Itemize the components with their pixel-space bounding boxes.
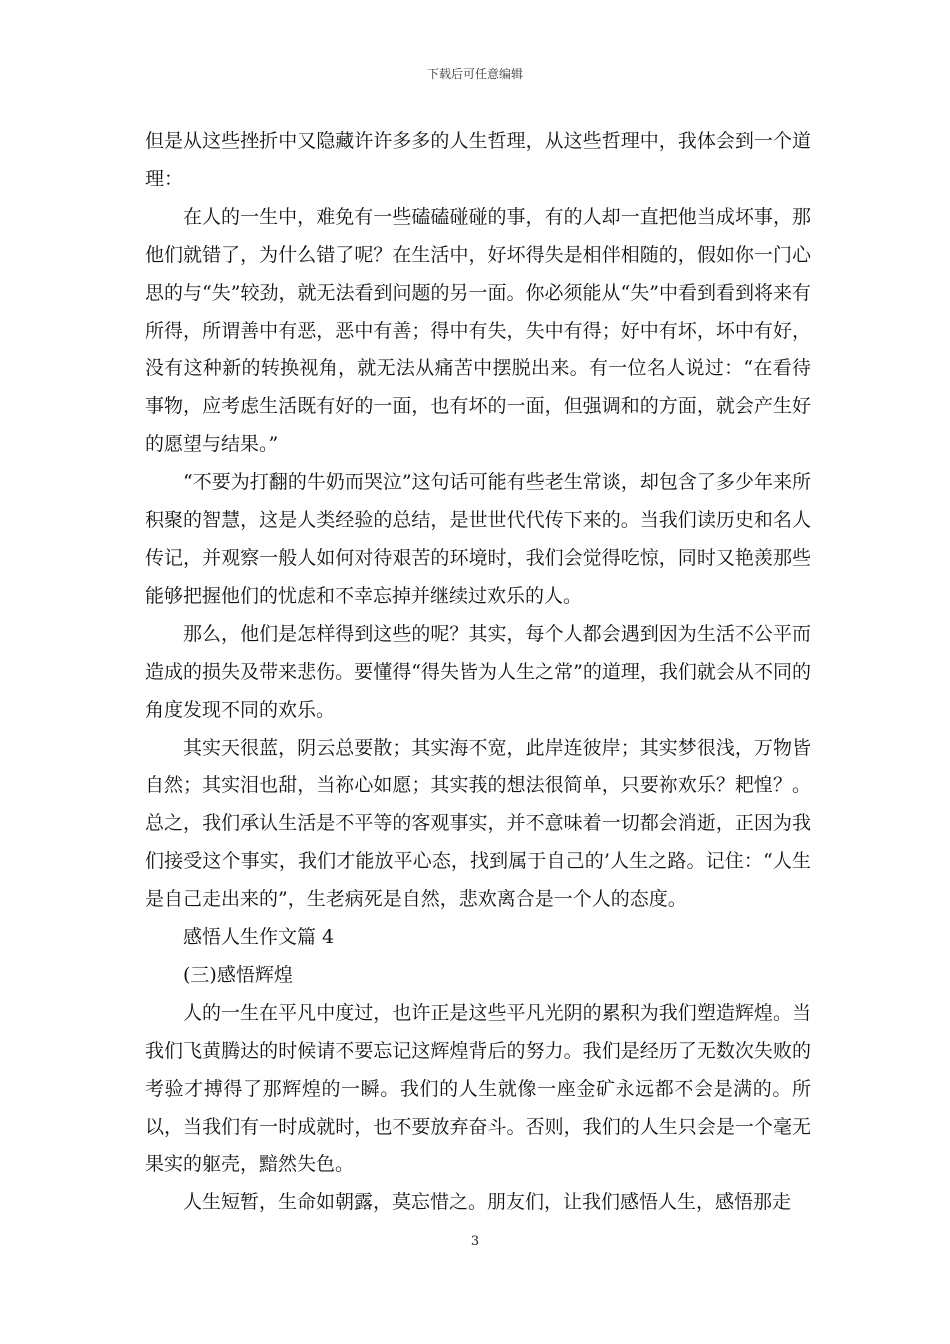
paragraph-1: 但是从这些挫折中又隐藏许许多多的人生哲理，从这些哲理中，我体会到一个道理：: [145, 130, 811, 190]
page-number: 3: [470, 1234, 480, 1249]
paragraph-6: 人的一生在平凡中度过，也许正是这些平凡光阴的累积为我们塑造辉煌。当我们飞黄腾达的时候请不要忘记这辉煌背后的努力。我们是经历了无数次失败的考验才搏得了那辉煌的一瞬。我们的人生就像一座金矿永远都不会是满的。所以，当我们有一时成就时，也不要放弃奋斗。否则，我们的人生只会是一个毫无果实的躯壳，黯然失色。: [145, 1001, 811, 1176]
paragraph-5: 其实天很蓝，阴云总要散；其实海不宽，此岸连彼岸；其实梦很浅，万物皆自然；其实泪也甜，当祢心如愿；其实莪的想法很简单，只要祢欢乐？耙惶？。总之，我们承认生活是不平等的客观事实，并不意味着一切都会消逝，正因为我们接受这个事实，我们才能放平心态，找到属于自己的’人生之路。记住：“人生是自己走出来的”，生老病死是自然，悲欢离合是一个人的态度。: [145, 736, 811, 911]
page-header: 下载后可任意编辑: [426, 67, 523, 81]
paragraph-3: “不要为打翻的牛奶而哭泣”这句话可能有些老生常谈，却包含了多少年来所积聚的智慧，这是人类经验的总结，是世世代代传下来的。当我们读历史和名人传记，并观察一般人如何对待艰苦的环境时，我们会觉得吃惊，同时又艳羡那些能够把握他们的忧虑和不幸忘掉并继续过欢乐的人。: [145, 471, 811, 607]
section-title: 感悟人生作文篇 4: [183, 926, 335, 949]
paragraph-7: 人生短暂，生命如朝露，莫忘惜之。朋友们，让我们感悟人生，感悟那走: [183, 1191, 792, 1214]
subsection-title: (三)感悟辉煌: [183, 963, 293, 986]
document-body: [145, 123, 811, 1222]
paragraph-4: 那么，他们是怎样得到这些的呢？其实，每个人都会遇到因为生活不公平而造成的损失及带来悲伤。要懂得“得失皆为人生之常”的道理，我们就会从不同的角度发现不同的欢乐。: [145, 622, 811, 721]
paragraph-2: 在人的一生中，难免有一些磕磕碰碰的事，有的人却一直把他当成坏事，那他们就错了，为什么错了呢？在生活中，好坏得失是相伴相随的，假如你一门心思的与“失”较劲，就无法看到问题的另一面。你必须能从“失”中看到看到将来有所得，所谓善中有恶，恶中有善；得中有失，失中有得；好中有坏，坏中有好，没有这种新的转换视角，就无法从痛苦中摆脱出来。有一位名人说过：“在看待事物，应考虑生活既有好的一面，也有坏的一面，但强调和的方面，就会产生好的愿望与结果。”: [145, 205, 811, 456]
